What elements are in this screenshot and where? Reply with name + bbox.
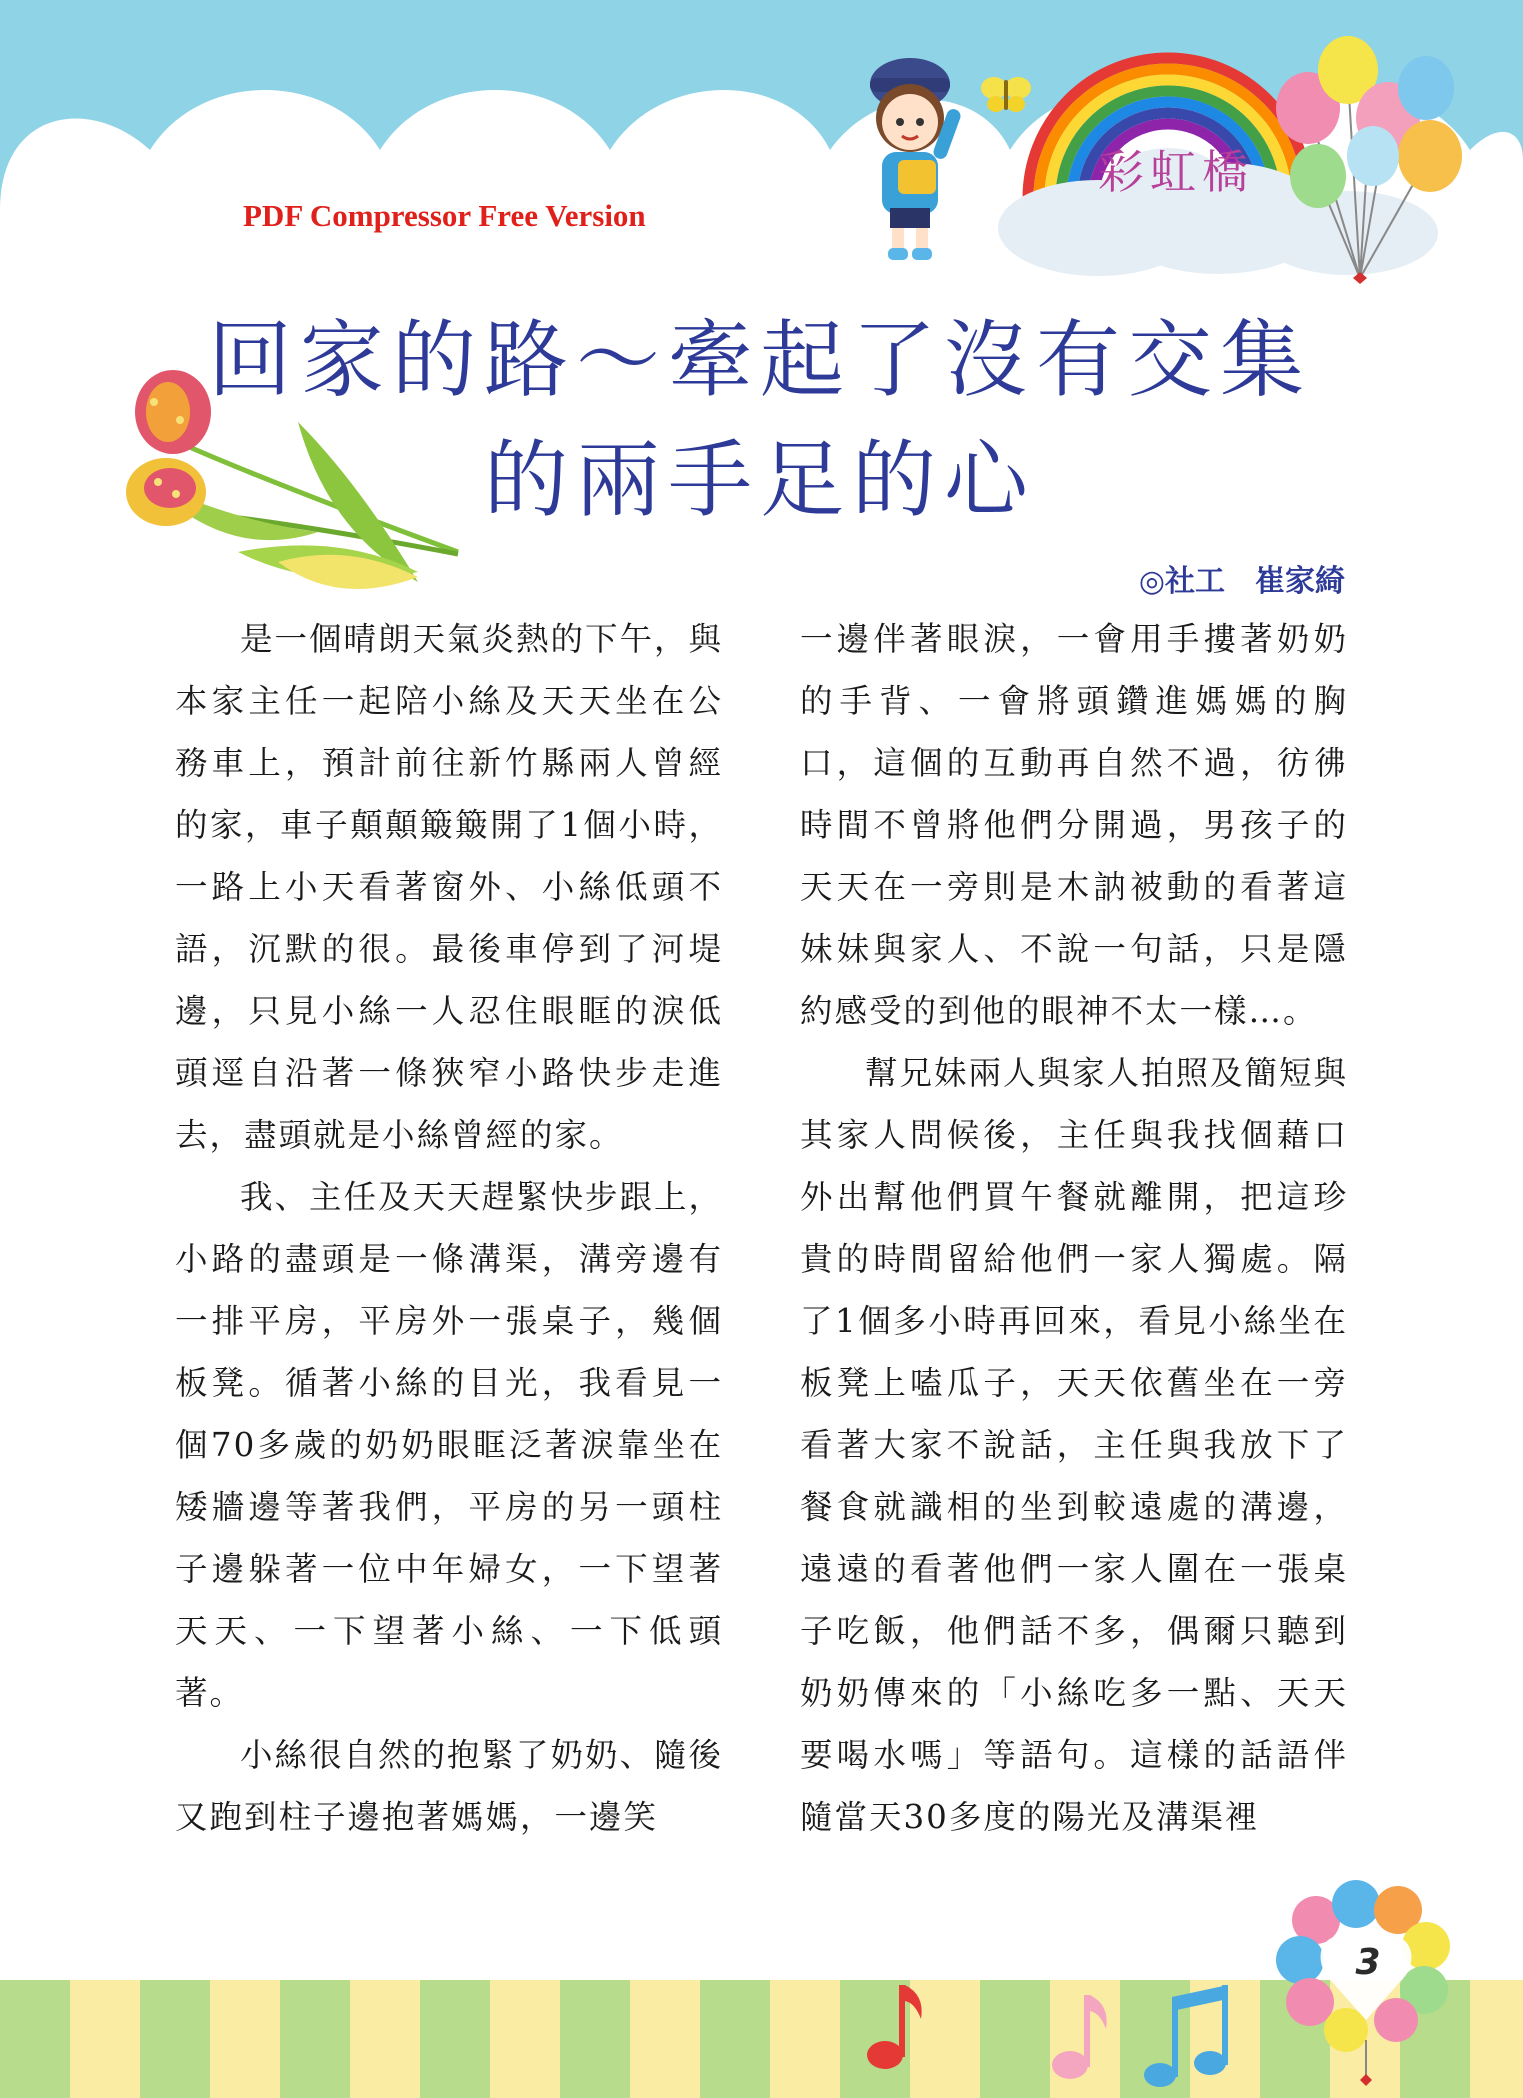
rainbow-icon	[968, 28, 1468, 318]
article-title-line-1: 回家的路～牽起了沒有交集	[207, 311, 1312, 409]
girl-illustration	[840, 48, 980, 266]
body-column-right	[800, 608, 1348, 1848]
article-byline: ◎社工 崔家綺	[1138, 564, 1345, 599]
body-column-left	[175, 608, 723, 1848]
paragraph: 一邊伴著眼淚，一會用手摟著奶奶的手背、一會將頭鑽進媽媽的胸口，這個的互動再自然不過，彷彿時間不曾將他們分開過，男孩子的天天在一旁則是木訥被動的看著這妹妹與家人、不說一句話，只是隱約感受的到他的眼神不太一樣…。	[800, 620, 1348, 1030]
article-title-line-2: 的兩手足的心	[483, 431, 1036, 529]
music-note-icon	[855, 1955, 1255, 2095]
watermark-text: PDF Compressor Free Version	[243, 198, 646, 233]
paragraph: 是一個晴朗天氣炎熱的下午，與本家主任一起陪小絲及天天坐在公務車上，預計前往新竹縣兩人曾經的家，車子顛顛簸簸開了1個小時，一路上小天看著窗外、小絲低頭不語，沉默的很。最後車停到了河堤邊，只見小絲一人忍住眼眶的淚低頭逕自沿著一條狹窄小路快步走進去，盡頭就是小絲曾經的家。	[175, 620, 724, 1154]
paragraph: 小絲很自然的抱緊了奶奶、隨後又跑到柱子邊抱著媽媽，一邊笑	[175, 1736, 724, 1836]
column-name-text: 彩虹橋	[1098, 145, 1254, 199]
page-number: 3	[1355, 1942, 1381, 1983]
heart-balloons-icon	[1276, 1880, 1456, 2090]
paragraph: 我、主任及天天趕緊快步跟上，小路的盡頭是一條溝渠，溝旁邊有一排平房，平房外一張桌子，幾個板凳。循著小絲的目光，我看見一個70多歲的奶奶眼眶泛著淚靠坐在矮牆邊等著我們，平房的另一頭柱子邊躲著一位中年婦女，一下望著天天、一下望著小絲、一下低頭著。	[175, 1178, 724, 1712]
paragraph: 幫兄妹兩人與家人拍照及簡短與其家人問候後，主任與我找個藉口外出幫他們買午餐就離開，把這珍貴的時間留給他們一家人獨處。隔了1個多小時再回來，看見小絲坐在板凳上嗑瓜子，天天依舊坐在一旁看著大家不說話，主任與我放下了餐食就識相的坐到較遠處的溝邊，遠遠的看著他們一家人圍在一張桌子吃飯，他們話不多，偶爾只聽到奶奶傳來的「小絲吃多一點、天天要喝水嗎」等語句。這樣的話語伴隨當天30多度的陽光及溝渠裡	[800, 1054, 1349, 1836]
